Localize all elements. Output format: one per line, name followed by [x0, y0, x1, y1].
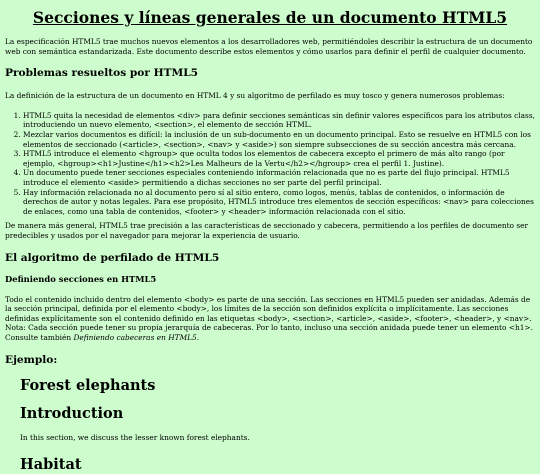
subheading-defining-sections: Definiendo secciones en HTML5 [5, 273, 157, 284]
example-label: Ejemplo: [5, 354, 58, 367]
example-paragraph: In this section, we discuss the lesser known forest elephants. [20, 433, 250, 443]
section-heading-problems: Problemas resueltos por HTML5 [5, 67, 199, 80]
section-heading-algorithm: El algoritmo de perfilado de HTML5 [5, 251, 220, 264]
document-page [0, 8, 540, 474]
example-heading-forest-elephants: Forest elephants [20, 377, 156, 395]
list-item: 4. Un documento puede tener secciones especiales conteniendo información relacionada que no es parte del flujo principal. HTML5 introduce el elemento <aside> permitiendo a dichas secciones no ser parte del perfil principal. [23, 168, 535, 187]
problems-list [5, 111, 535, 217]
list-item: 3. HTML5 introduce el elemento <hgroup> que oculta todos los elementos de cabecera excepto el primero de más alto rango (por ejemplo, <hgroup><h1>Justine</h1><h2>Les Malheurs de la Vertu</h2></hgroup> crea el perfil 1. Justine). [23, 149, 535, 168]
list-item: 5. Hay información relacionada no al documento pero sí al sitio entero, como logos, menús, tablas de contenidos, o información de derechos de autor y notas legales. Para ese propósito, HTML5 introduce tres elementos de sección específicos: <nav> para colecciones de enlaces, como una tabla de contenidos, <footer> y <header> información relacionada con el sitio. [23, 188, 535, 217]
page-title: Secciones y líneas generales de un documento HTML5 [32, 8, 508, 27]
problems-closing: De manera más general, HTML5 trae precisión a las características de seccionado y cabecera, permitiendo a los perfiles de documento ser predecibles y usados por el navegador para mejorar la experiencia de usuario. [5, 221, 529, 240]
problems-intro: La definición de la estructura de un documento en HTML 4 y su algoritmo de perfilado es muy tosco y genera numerosos problemas: [5, 91, 505, 101]
example-content [20, 376, 535, 474]
example-heading-introduction: Introduction [20, 405, 124, 423]
list-item: 1. HTML5 quita la necesidad de elementos <div> para definir secciones semánticas sin definir valores específicos para los atributos class, introduciendo un nuevo elemento, <section>, el elemento de sección HTML. [23, 111, 535, 130]
example-heading-habitat: Habitat [20, 456, 82, 474]
defining-sections-text: Todo el contenido incluido dentro del elemento <body> es parte de una sección. Las secciones en HTML5 pueden ser anidadas. Además de la sección principal, definida por el elemento <body>, los límites de la sección son definidos explícita o implícitamente. Las secciones definidas explícitamente son el contenido definido en las etiquetas <body>, <section>, <article>, <aside>, <footer>, <header>, y <nav>. Nota: Cada sección puede tener su propia jerarquía de cabeceras. Por lo tanto, incluso una sección anidada puede tener un elemento <h1>. Consulte también [5, 294, 533, 342]
see-also-link[interactable]: Definiendo cabeceras en HTML5. [73, 332, 200, 342]
defining-sections-paragraph [5, 295, 535, 343]
intro-paragraph: La especificación HTML5 trae muchos nuevos elementos a los desarrolladores web, permitiéndoles describir la estructura de un documento web con semántica estandarizada. Este documento describe estos elementos y cómo usarlos para definir el perfil de cualquier documento. [5, 37, 533, 56]
list-item: 2. Mezclar varios documentos es difícil: la inclusión de un sub-documento en un documento principal. Esto se resuelve en HTML5 con los elementos de seccionado (<article>, <section>, <nav> y <aside>) son siempre subsecciones de su sección ancestra más cercana. [23, 130, 535, 149]
